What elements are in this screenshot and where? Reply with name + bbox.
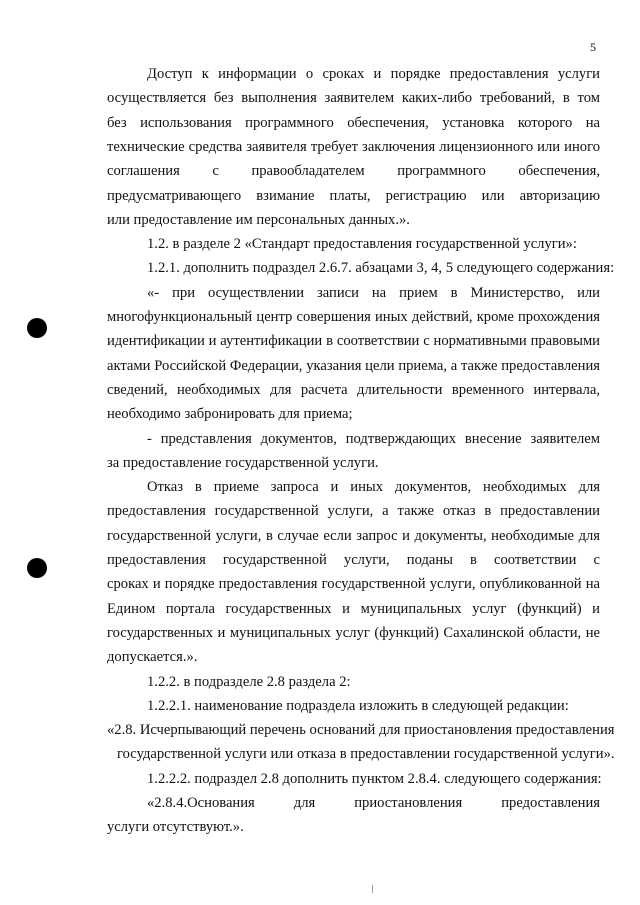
text-line: 1.2.1. дополнить подраздел 2.6.7. абзацами 3, 4, 5 следующего содержания:: [147, 260, 615, 277]
text-line: Доступ к информации о сроках и порядке предоставления услуги: [147, 66, 600, 82]
text-line: предоставления государственной услуги, поданы в соответствии с: [107, 552, 600, 568]
text-line: «2.8.4.Основания для приостановления предоставления: [147, 795, 600, 811]
text-line: сведений, необходимых для расчета длительности временного интервала,: [107, 381, 600, 398]
text-line: за предоставление государственной услуги.: [107, 454, 379, 471]
text-line: допускается.».: [107, 649, 198, 666]
text-line: необходимо забронировать для приема;: [107, 406, 353, 423]
text-line: многофункциональный центр совершения иных действий, кроме прохождения: [107, 309, 600, 325]
text-line: государственной услуги, в случае если запрос и документы, необходимые для: [107, 527, 600, 544]
scan-speck: [372, 885, 373, 893]
text-line: или предоставление им персональных данных.».: [107, 211, 410, 228]
text-line: технические средства заявителя требует заключения лицензионного или иного: [107, 138, 600, 155]
text-line: 1.2. в разделе 2 «Стандарт предоставления государственной услуги»:: [147, 236, 577, 253]
text-line: соглашения с правообладателем программного обеспечения,: [107, 163, 600, 180]
page-number: 5: [590, 40, 596, 54]
binder-hole-bottom: [27, 558, 47, 578]
text-line: 1.2.2.1. наименование подраздела изложить в следующей редакции:: [147, 697, 569, 714]
text-line: без использования программного обеспечения, установка которого на: [107, 114, 600, 131]
text-line: Отказ в приеме запроса и иных документов, необходимых для: [147, 479, 600, 496]
text-line: государственной услуги или отказа в предоставлении государственной услуги».: [117, 746, 615, 763]
text-line: актами Российской Федерации, указания цели приема, а также предоставления: [107, 357, 600, 374]
text-line: сроках и порядке предоставления государственной услуги, опубликованной на: [107, 576, 600, 593]
text-line: - представления документов, подтверждающих внесение заявителем: [147, 430, 600, 447]
text-line: предусматривающего взимание платы, регистрацию или авторизацию: [107, 187, 600, 204]
text-line: предоставления государственной услуги, а также отказ в предоставлении: [107, 503, 600, 520]
text-line: идентификации и аутентификации в соответствии с нормативными правовыми: [107, 333, 600, 350]
binder-hole-top: [27, 318, 47, 338]
text-line: государственных и муниципальных услуг (функций) Сахалинской области, не: [107, 624, 600, 641]
text-line: 1.2.2. в подразделе 2.8 раздела 2:: [147, 673, 351, 690]
text-line: Едином портала государственных и муниципальных услуг (функций) и: [107, 600, 600, 617]
text-line: «- при осуществлении записи на прием в Министерство, или: [147, 284, 600, 301]
text-line: 1.2.2.2. подраздел 2.8 дополнить пунктом 2.8.4. следующего содержания:: [147, 770, 602, 787]
text-line: осуществляется без выполнения заявителем каких-либо требований, в том: [107, 90, 600, 107]
text-line: «2.8. Исчерпывающий перечень оснований для приостановления предоставления: [107, 722, 615, 739]
text-line: услуги отсутствуют.».: [107, 819, 244, 836]
